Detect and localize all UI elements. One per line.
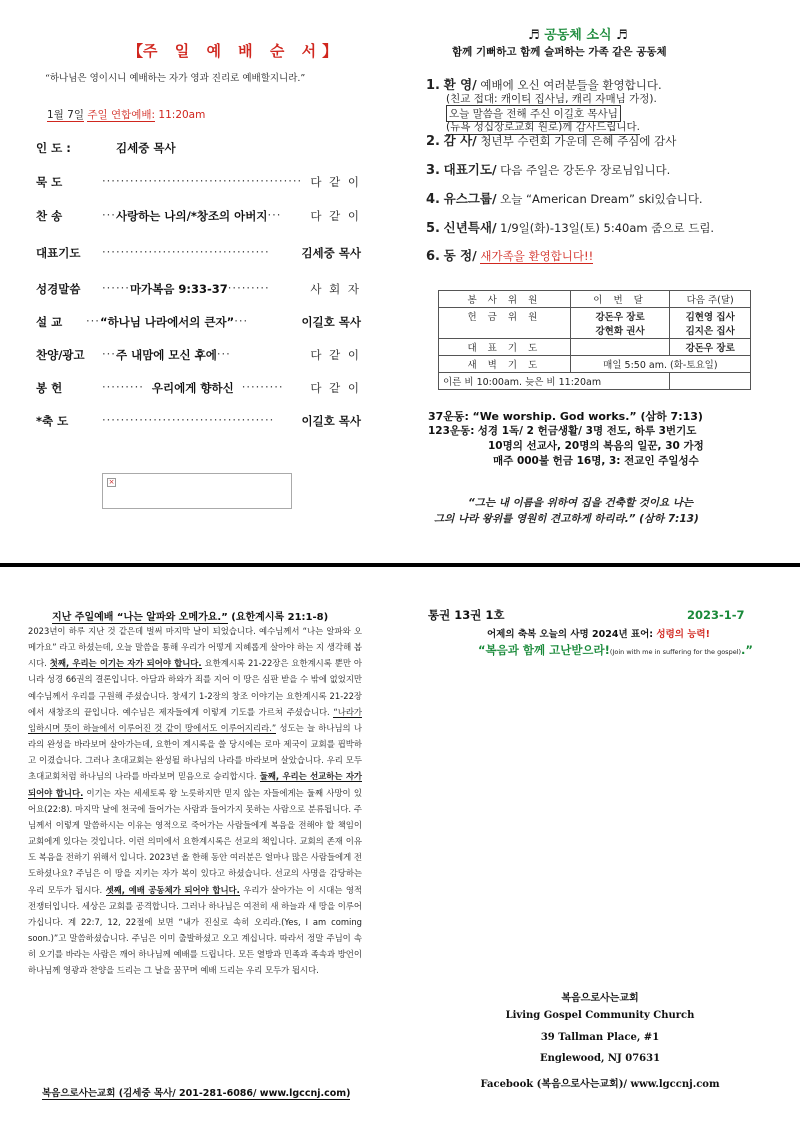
church-street: 39 Tallman Place, #1: [540, 1032, 660, 1043]
worship-item: 인 도 : 김세중 목사: [36, 141, 176, 155]
table-row: 새 벽 기 도 매일 5:50 am. (화-토요일): [439, 356, 751, 373]
news-item: 3. 대표기도/ 다음 주일은 강돈우 장로님입니다.: [426, 162, 671, 178]
volume-number: 통권 13권 1호: [428, 608, 505, 622]
worship-item: 찬양/광고 ··· 주 내맘에 모신 후에 ··· 다 같 이: [36, 347, 361, 362]
welcome-line: (뉴욕 성십장로교회 원로)께 감사드립니다.: [446, 121, 640, 133]
bible-quote-line: “그는 내 이름을 위하여 집을 건축할 것이요 나는: [468, 497, 694, 509]
table-row: 이른 비 10:00am. 늦은 비 11:20am: [439, 373, 751, 390]
worship-item: 성경말씀 ······ 마가복음 9:33-37 ········· 사 회 자: [36, 281, 361, 296]
welcome-line: (친교 접대: 캐이티 집사님, 캐리 자매님 가정).: [446, 93, 657, 105]
table-cell: 김현영 집사 김지은 집사: [670, 308, 751, 339]
music-note-icon: ♬: [528, 28, 540, 43]
table-row: 봉 사 위 원 이 번 달 다음 주(달): [439, 291, 751, 308]
movement-123-line: 10명의 선교사, 20명의 복음의 일꾼, 30 가정: [488, 440, 704, 452]
service-table: [438, 290, 751, 390]
news-item: 5. 신년특새/ 1/9일(화)-13일(토) 5:40am 줌으로 드림.: [426, 220, 715, 236]
community-title: ♬ 공동체 소식 ♬: [528, 28, 628, 43]
worship-item: 찬 송 ··· 사랑하는 나의/*창조의 아버지 ··· 다 같 이: [36, 208, 361, 223]
broken-image-icon: ×: [108, 478, 115, 486]
sermon-footer: 복음으로사는교회 (김세중 목사/ 201-281-6086/ www.lgccnj.com): [42, 1085, 350, 1100]
church-name-english: Living Gospel Community Church: [505, 1010, 695, 1021]
slogan: “복음과 함께 고난받으라!(Join with me in suffering for the gospel).”: [478, 643, 753, 657]
church-city: Englewood, NJ 07631: [539, 1053, 661, 1064]
bible-quote-line: 그의 나라 왕위를 영원히 견고하게 하리라.” (삼하 7:13): [434, 513, 699, 525]
worship-item: 봉 헌 ········· 우리에게 향하신 ········· 다 같 이: [36, 380, 361, 395]
sermon-panel: [0, 564, 400, 1128]
worship-order-panel: [0, 0, 400, 564]
worship-item: 대표기도 ···································· 김세중 목사: [36, 245, 361, 260]
bulletin-date: 2023-1-7: [687, 608, 745, 622]
movement-37: 37운동: “We worship. God works.” (삼하 7:13): [428, 410, 703, 423]
news-item: 2. 감 사/ 청년부 수련회 가운데 은혜 주심에 감사: [426, 133, 677, 149]
welcome-line: 오늘 말씀을 전해 주신 이길호 목사님: [446, 105, 621, 122]
bulletin-cover-panel: [400, 564, 800, 1128]
sermon-body: 2023년이 하루 지난 것 같은데 벌써 마지막 날이 되었습니다. 예수님께서 “나는 알파와 오메가요” 라고 하셨는데, 오늘 말씀을 통해 우리가 어떻게 지혜롭게 살아야 하는 지 생각해 봅시다. 첫째, 우리는 이기는 자가 되어야 합니다. 요한계시록 21-22장은 요한계시록 뿐만 아니라 성경 66권의 결론입니다. 아담과 하와가 죄를 지어 이 땅은 심판 받을 수 밖에 없었지만 예수님께서 우리를 구원해 주셨습니다. 창세기 1-2장의 창조 이야기는 요한계시록 21-22장에서 새창조의 끝입니다. 예수님은 제자들에게 이렇게 기도를 가르쳐 주셨습니다. “나라가 임하시며 뜻이 하늘에서 이루어진 것 같이 땅에서도 이루어지리라.” 성도는 늘 하나님의 나라의 완성을 바라보며 살아가는데, 요한이 계시록을 쓸 당시에는 로마 제국이 교회를 핍박하고 이겼습니다. 그러나 초대교회는 완성될 하나님의 나라를 바라보며 살았습니다. 우리 모두 초대교회처럼 하나님의 나라를 바라보며 믿음으로 승리합시다. 둘째, 우리는 선교하는 자가 되어야 합니다. 이기는 자는 세세토록 왕 노릇하지만 믿지 않는 자들에게는 둘째 사망이 있어요(22:8). 마지막 날에 천국에 들어가는 사람과 들어가지 못하는 사람으로 분류됩니다. 주님께서 이렇게 말씀하시는 이유는 영적으로 죽어가는 사람들에게 복음을 전해야 할 책임이 교회에게 있다는 것입니다. 이런 의미에서 요한계시록은 선교의 책입니다. 교회의 존재 이유도 복음을 전하기 위해서 입니다. 2023년 올 한해 동안 여러분은 얼마나 많은 사람들에게 전도하셨나요? 주님은 이 땅을 지키는 자가 복이 있다고 하셨습니다. 선교의 사명을 감당하는 우리 모두가 됩시다. 셋째, 예배 공동체가 되어야 합니다. 우리가 살아가는 이 시대는 영적 전쟁터입니다. 세상은 교회를 공격합니다. 그러나 하나님은 여전히 새 하늘과 새 땅을 이루어 가십니다. 계 22:7, 12, 22절에 보면 “내가 진실로 속히 오리라.(Yes, I am coming soon.)”고 말씀하셨습니다. 주님은 이미 출발하셨고 오고 계십니다. 따라서 정말 주님이 속히 오기를 바라는 사람은 깨어 하나님께 예배를 드립니다. 모든 열방과 민족과 족속과 방언이 하나님께 영광과 찬양을 드리는 그 날을 꿈꾸며 예배 드리는 우리 모두가 됩시다.: [28, 626, 363, 976]
worship-item: 설 교 ··· “하나님 나라에서의 큰자” ··· 이길호 목사: [36, 314, 361, 329]
movement-123: 123운동: 성경 1독/ 2 헌금생활/ 3명 전도, 하루 3번기도: [428, 425, 697, 437]
yearly-motto: 어제의 축복 오늘의 사명 2024년 표어: 성령의 능력!: [487, 629, 710, 640]
table-row: 헌 금 위 원 강돈우 장로 강현화 권사 김현영 집사 김지은 집사: [439, 308, 751, 339]
church-name-korean: 복음으로사는교회: [561, 993, 639, 1004]
worship-item: *축 도 ····································· 이길호 목사: [36, 413, 361, 428]
community-news-panel: [400, 0, 800, 564]
worship-date: 1월 7일 주일 연합예배: 11:20am: [47, 109, 206, 121]
movement-123-line: 매주 000불 헌금 16명, 3: 전교인 주일성수: [493, 455, 699, 467]
music-note-icon: ♬: [616, 28, 628, 43]
broken-image-placeholder: [102, 473, 292, 509]
community-subtitle: 함께 기뻐하고 함께 슬퍼하는 가족 같은 공동체: [452, 46, 667, 58]
worship-verse: “하나님은 영이시니 예배하는 자가 영과 진리로 예배할지니라.”: [45, 73, 306, 84]
sermon-title: 지난 주일예배 “나는 알파와 오메가요.” (요한계시록 21:1-8): [52, 612, 329, 623]
church-facebook-link[interactable]: Facebook (복음으로사는교회)/ www.lgccnj.com: [480, 1079, 720, 1090]
news-item: 6. 동 정/ 새가족을 환영합니다!!: [426, 248, 594, 264]
worship-item: 묵 도 ··········································· 다 같 이: [36, 174, 361, 189]
news-item: 1. 환 영/ 예배에 오신 여러분들을 환영합니다.: [426, 77, 662, 93]
table-row: 대 표 기 도 강돈우 장로: [439, 339, 751, 356]
news-item: 4. 유스그룹/ 오늘 “American Dream” ski있습니다.: [426, 191, 703, 207]
table-cell: 강돈우 장로 강현화 권사: [570, 308, 670, 339]
worship-title: 【주 일 예 배 순 서】: [128, 42, 338, 60]
